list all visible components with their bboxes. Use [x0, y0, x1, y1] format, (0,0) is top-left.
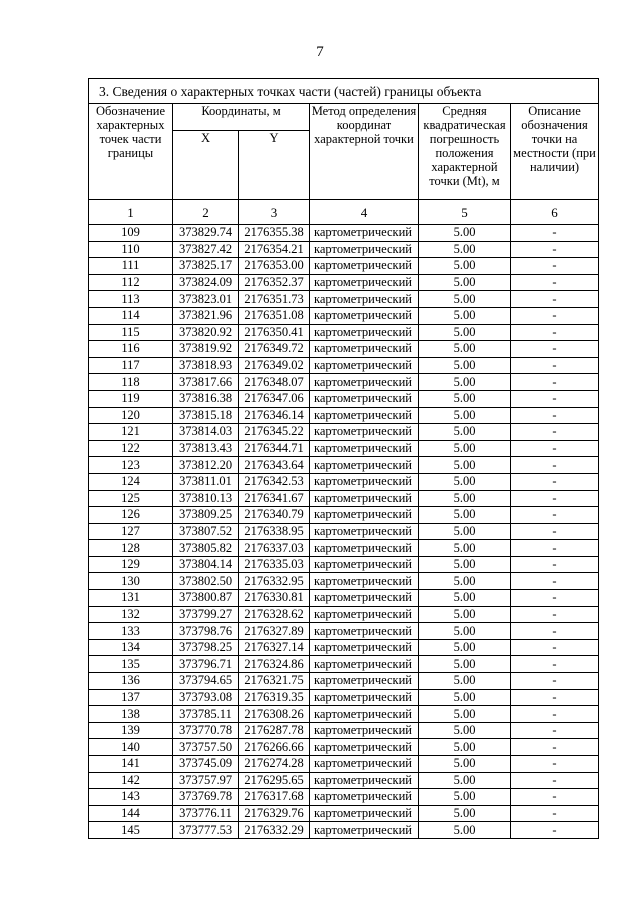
- x-cell: 373805.82: [173, 540, 239, 557]
- point-cell: 137: [89, 689, 173, 706]
- boundary-points-table: [88, 78, 599, 839]
- method-cell: картометрический: [310, 258, 419, 275]
- error-cell: 5.00: [419, 225, 511, 242]
- y-cell: 2176327.89: [239, 623, 310, 640]
- x-cell: 373804.14: [173, 556, 239, 573]
- method-cell: картометрический: [310, 639, 419, 656]
- y-cell: 2176351.08: [239, 307, 310, 324]
- column-number: 6: [511, 200, 599, 225]
- x-cell: 373769.78: [173, 789, 239, 806]
- point-cell: 120: [89, 407, 173, 424]
- method-cell: картометрический: [310, 805, 419, 822]
- table-row: [89, 341, 599, 358]
- description-cell: -: [511, 805, 599, 822]
- table-row: [89, 357, 599, 374]
- method-cell: картометрический: [310, 706, 419, 723]
- method-cell: картометрический: [310, 407, 419, 424]
- y-cell: 2176330.81: [239, 590, 310, 607]
- point-cell: 142: [89, 772, 173, 789]
- table-row: [89, 739, 599, 756]
- method-cell: картометрический: [310, 473, 419, 490]
- point-cell: 112: [89, 274, 173, 291]
- y-cell: 2176266.66: [239, 739, 310, 756]
- y-cell: 2176354.21: [239, 241, 310, 258]
- x-cell: 373770.78: [173, 722, 239, 739]
- description-cell: -: [511, 772, 599, 789]
- point-cell: 113: [89, 291, 173, 308]
- description-cell: -: [511, 523, 599, 540]
- method-cell: картометрический: [310, 756, 419, 773]
- table-row: [89, 374, 599, 391]
- y-cell: 2176340.79: [239, 507, 310, 524]
- x-cell: 373794.65: [173, 673, 239, 690]
- y-cell: 2176353.00: [239, 258, 310, 275]
- method-cell: картометрический: [310, 523, 419, 540]
- header-x: X: [173, 131, 239, 200]
- method-cell: картометрический: [310, 590, 419, 607]
- description-cell: -: [511, 689, 599, 706]
- description-cell: -: [511, 822, 599, 839]
- table-row: [89, 822, 599, 839]
- description-cell: -: [511, 241, 599, 258]
- description-cell: -: [511, 606, 599, 623]
- description-cell: -: [511, 540, 599, 557]
- description-cell: -: [511, 673, 599, 690]
- method-cell: картометрический: [310, 739, 419, 756]
- table-row: [89, 473, 599, 490]
- error-cell: 5.00: [419, 822, 511, 839]
- column-number: 2: [173, 200, 239, 225]
- error-cell: 5.00: [419, 374, 511, 391]
- description-cell: -: [511, 789, 599, 806]
- error-cell: 5.00: [419, 656, 511, 673]
- error-cell: 5.00: [419, 556, 511, 573]
- point-cell: 114: [89, 307, 173, 324]
- table-row: [89, 689, 599, 706]
- error-cell: 5.00: [419, 407, 511, 424]
- method-cell: картометрический: [310, 324, 419, 341]
- method-cell: картометрический: [310, 556, 419, 573]
- method-cell: картометрический: [310, 457, 419, 474]
- point-cell: 110: [89, 241, 173, 258]
- x-cell: 373819.92: [173, 341, 239, 358]
- table-row: [89, 225, 599, 242]
- table-row: [89, 772, 599, 789]
- point-cell: 143: [89, 789, 173, 806]
- method-cell: картометрический: [310, 507, 419, 524]
- x-cell: 373811.01: [173, 473, 239, 490]
- point-cell: 115: [89, 324, 173, 341]
- method-cell: картометрический: [310, 357, 419, 374]
- table-row: [89, 440, 599, 457]
- y-cell: 2176329.76: [239, 805, 310, 822]
- y-cell: 2176346.14: [239, 407, 310, 424]
- point-cell: 133: [89, 623, 173, 640]
- y-cell: 2176308.26: [239, 706, 310, 723]
- x-cell: 373757.50: [173, 739, 239, 756]
- point-cell: 128: [89, 540, 173, 557]
- x-cell: 373812.20: [173, 457, 239, 474]
- x-cell: 373745.09: [173, 756, 239, 773]
- table-row: [89, 722, 599, 739]
- method-cell: картометрический: [310, 440, 419, 457]
- table-row: [89, 789, 599, 806]
- error-cell: 5.00: [419, 258, 511, 275]
- table-row: [89, 424, 599, 441]
- description-cell: -: [511, 307, 599, 324]
- point-cell: 119: [89, 390, 173, 407]
- description-cell: -: [511, 341, 599, 358]
- error-cell: 5.00: [419, 324, 511, 341]
- point-cell: 127: [89, 523, 173, 540]
- method-cell: картометрический: [310, 241, 419, 258]
- table-row: [89, 590, 599, 607]
- x-cell: 373821.96: [173, 307, 239, 324]
- x-cell: 373785.11: [173, 706, 239, 723]
- description-cell: -: [511, 258, 599, 275]
- point-cell: 139: [89, 722, 173, 739]
- x-cell: 373810.13: [173, 490, 239, 507]
- description-cell: -: [511, 291, 599, 308]
- header-coordinates: Координаты, м: [173, 104, 310, 131]
- method-cell: картометрический: [310, 490, 419, 507]
- method-cell: картометрический: [310, 722, 419, 739]
- point-cell: 123: [89, 457, 173, 474]
- description-cell: -: [511, 225, 599, 242]
- point-cell: 118: [89, 374, 173, 391]
- point-cell: 134: [89, 639, 173, 656]
- y-cell: 2176337.03: [239, 540, 310, 557]
- x-cell: 373827.42: [173, 241, 239, 258]
- table-row: [89, 639, 599, 656]
- header-y: Y: [239, 131, 310, 200]
- y-cell: 2176328.62: [239, 606, 310, 623]
- method-cell: картометрический: [310, 822, 419, 839]
- y-cell: 2176348.07: [239, 374, 310, 391]
- y-cell: 2176287.78: [239, 722, 310, 739]
- table-row: [89, 573, 599, 590]
- description-cell: -: [511, 556, 599, 573]
- error-cell: 5.00: [419, 673, 511, 690]
- point-cell: 109: [89, 225, 173, 242]
- x-cell: 373818.93: [173, 357, 239, 374]
- y-cell: 2176355.38: [239, 225, 310, 242]
- table-row: [89, 523, 599, 540]
- error-cell: 5.00: [419, 457, 511, 474]
- table-row: [89, 407, 599, 424]
- point-cell: 136: [89, 673, 173, 690]
- y-cell: 2176349.72: [239, 341, 310, 358]
- method-cell: картометрический: [310, 573, 419, 590]
- column-number: 4: [310, 200, 419, 225]
- point-cell: 130: [89, 573, 173, 590]
- table-row: [89, 756, 599, 773]
- y-cell: 2176274.28: [239, 756, 310, 773]
- column-number: 1: [89, 200, 173, 225]
- y-cell: 2176341.67: [239, 490, 310, 507]
- x-cell: 373814.03: [173, 424, 239, 441]
- description-cell: -: [511, 706, 599, 723]
- table-row: [89, 258, 599, 275]
- y-cell: 2176317.68: [239, 789, 310, 806]
- table-row: [89, 390, 599, 407]
- error-cell: 5.00: [419, 756, 511, 773]
- error-cell: 5.00: [419, 706, 511, 723]
- description-cell: -: [511, 507, 599, 524]
- error-cell: 5.00: [419, 606, 511, 623]
- description-cell: -: [511, 490, 599, 507]
- method-cell: картометрический: [310, 689, 419, 706]
- point-cell: 124: [89, 473, 173, 490]
- error-cell: 5.00: [419, 805, 511, 822]
- header-method: Метод определения координат характерной точки: [310, 104, 419, 200]
- description-cell: -: [511, 357, 599, 374]
- error-cell: 5.00: [419, 507, 511, 524]
- x-cell: 373817.66: [173, 374, 239, 391]
- x-cell: 373802.50: [173, 573, 239, 590]
- method-cell: картометрический: [310, 307, 419, 324]
- error-cell: 5.00: [419, 307, 511, 324]
- x-cell: 373825.17: [173, 258, 239, 275]
- point-cell: 141: [89, 756, 173, 773]
- error-cell: 5.00: [419, 789, 511, 806]
- x-cell: 373776.11: [173, 805, 239, 822]
- point-cell: 132: [89, 606, 173, 623]
- x-cell: 373800.87: [173, 590, 239, 607]
- description-cell: -: [511, 473, 599, 490]
- y-cell: 2176321.75: [239, 673, 310, 690]
- header-description: Описание обозначения точки на местности (при наличии): [511, 104, 599, 200]
- table-row: [89, 507, 599, 524]
- error-cell: 5.00: [419, 357, 511, 374]
- x-cell: 373820.92: [173, 324, 239, 341]
- description-cell: -: [511, 722, 599, 739]
- y-cell: 2176343.64: [239, 457, 310, 474]
- method-cell: картометрический: [310, 673, 419, 690]
- method-cell: картометрический: [310, 424, 419, 441]
- point-cell: 129: [89, 556, 173, 573]
- method-cell: картометрический: [310, 606, 419, 623]
- y-cell: 2176319.35: [239, 689, 310, 706]
- description-cell: -: [511, 324, 599, 341]
- y-cell: 2176344.71: [239, 440, 310, 457]
- y-cell: 2176345.22: [239, 424, 310, 441]
- error-cell: 5.00: [419, 473, 511, 490]
- y-cell: 2176352.37: [239, 274, 310, 291]
- page-number: 7: [316, 44, 324, 60]
- y-cell: 2176335.03: [239, 556, 310, 573]
- x-cell: 373813.43: [173, 440, 239, 457]
- description-cell: -: [511, 274, 599, 291]
- error-cell: 5.00: [419, 540, 511, 557]
- description-cell: -: [511, 590, 599, 607]
- x-cell: 373809.25: [173, 507, 239, 524]
- point-cell: 145: [89, 822, 173, 839]
- header-error: Средняя квадратическая погрешность положения характерной точки (Mt), м: [419, 104, 511, 200]
- method-cell: картометрический: [310, 772, 419, 789]
- table-row: [89, 241, 599, 258]
- method-cell: картометрический: [310, 274, 419, 291]
- y-cell: 2176350.41: [239, 324, 310, 341]
- error-cell: 5.00: [419, 739, 511, 756]
- point-cell: 111: [89, 258, 173, 275]
- error-cell: 5.00: [419, 424, 511, 441]
- x-cell: 373793.08: [173, 689, 239, 706]
- y-cell: 2176295.65: [239, 772, 310, 789]
- error-cell: 5.00: [419, 722, 511, 739]
- error-cell: 5.00: [419, 523, 511, 540]
- y-cell: 2176327.14: [239, 639, 310, 656]
- table-row: [89, 556, 599, 573]
- y-cell: 2176338.95: [239, 523, 310, 540]
- table-row: [89, 324, 599, 341]
- table-row: [89, 274, 599, 291]
- description-cell: -: [511, 390, 599, 407]
- description-cell: -: [511, 756, 599, 773]
- point-cell: 116: [89, 341, 173, 358]
- table-row: [89, 490, 599, 507]
- description-cell: -: [511, 623, 599, 640]
- table-row: [89, 623, 599, 640]
- x-cell: 373798.25: [173, 639, 239, 656]
- y-cell: 2176332.29: [239, 822, 310, 839]
- table-row: [89, 307, 599, 324]
- point-cell: 144: [89, 805, 173, 822]
- method-cell: картометрический: [310, 374, 419, 391]
- x-cell: 373816.38: [173, 390, 239, 407]
- description-cell: -: [511, 573, 599, 590]
- y-cell: 2176332.95: [239, 573, 310, 590]
- x-cell: 373757.97: [173, 772, 239, 789]
- method-cell: картометрический: [310, 291, 419, 308]
- description-cell: -: [511, 407, 599, 424]
- x-cell: 373824.09: [173, 274, 239, 291]
- y-cell: 2176349.02: [239, 357, 310, 374]
- point-cell: 138: [89, 706, 173, 723]
- method-cell: картометрический: [310, 656, 419, 673]
- point-cell: 121: [89, 424, 173, 441]
- point-cell: 131: [89, 590, 173, 607]
- table-row: [89, 706, 599, 723]
- table-row: [89, 540, 599, 557]
- error-cell: 5.00: [419, 274, 511, 291]
- method-cell: картометрический: [310, 390, 419, 407]
- point-cell: 122: [89, 440, 173, 457]
- method-cell: картометрический: [310, 540, 419, 557]
- column-number: 5: [419, 200, 511, 225]
- error-cell: 5.00: [419, 639, 511, 656]
- section-title: 3. Сведения о характерных точках части (частей) границы объекта: [89, 79, 599, 104]
- error-cell: 5.00: [419, 772, 511, 789]
- error-cell: 5.00: [419, 440, 511, 457]
- x-cell: 373798.76: [173, 623, 239, 640]
- point-cell: 135: [89, 656, 173, 673]
- y-cell: 2176347.06: [239, 390, 310, 407]
- description-cell: -: [511, 374, 599, 391]
- method-cell: картометрический: [310, 623, 419, 640]
- description-cell: -: [511, 424, 599, 441]
- error-cell: 5.00: [419, 590, 511, 607]
- y-cell: 2176351.73: [239, 291, 310, 308]
- point-cell: 117: [89, 357, 173, 374]
- table-row: [89, 457, 599, 474]
- error-cell: 5.00: [419, 341, 511, 358]
- error-cell: 5.00: [419, 623, 511, 640]
- x-cell: 373796.71: [173, 656, 239, 673]
- method-cell: картометрический: [310, 341, 419, 358]
- description-cell: -: [511, 739, 599, 756]
- description-cell: -: [511, 440, 599, 457]
- table-row: [89, 673, 599, 690]
- table-row: [89, 656, 599, 673]
- description-cell: -: [511, 457, 599, 474]
- x-cell: 373777.53: [173, 822, 239, 839]
- x-cell: 373823.01: [173, 291, 239, 308]
- error-cell: 5.00: [419, 241, 511, 258]
- x-cell: 373799.27: [173, 606, 239, 623]
- point-cell: 125: [89, 490, 173, 507]
- error-cell: 5.00: [419, 689, 511, 706]
- column-numbers-row: [89, 200, 599, 225]
- description-cell: -: [511, 656, 599, 673]
- table-row: [89, 606, 599, 623]
- table-row: [89, 805, 599, 822]
- error-cell: 5.00: [419, 390, 511, 407]
- x-cell: 373807.52: [173, 523, 239, 540]
- method-cell: картометрический: [310, 225, 419, 242]
- description-cell: -: [511, 639, 599, 656]
- x-cell: 373829.74: [173, 225, 239, 242]
- error-cell: 5.00: [419, 490, 511, 507]
- error-cell: 5.00: [419, 573, 511, 590]
- y-cell: 2176342.53: [239, 473, 310, 490]
- header-point-designation: Обозначение характерных точек части границы: [89, 104, 173, 200]
- table-row: [89, 291, 599, 308]
- error-cell: 5.00: [419, 291, 511, 308]
- point-cell: 126: [89, 507, 173, 524]
- method-cell: картометрический: [310, 789, 419, 806]
- x-cell: 373815.18: [173, 407, 239, 424]
- y-cell: 2176324.86: [239, 656, 310, 673]
- point-cell: 140: [89, 739, 173, 756]
- column-number: 3: [239, 200, 310, 225]
